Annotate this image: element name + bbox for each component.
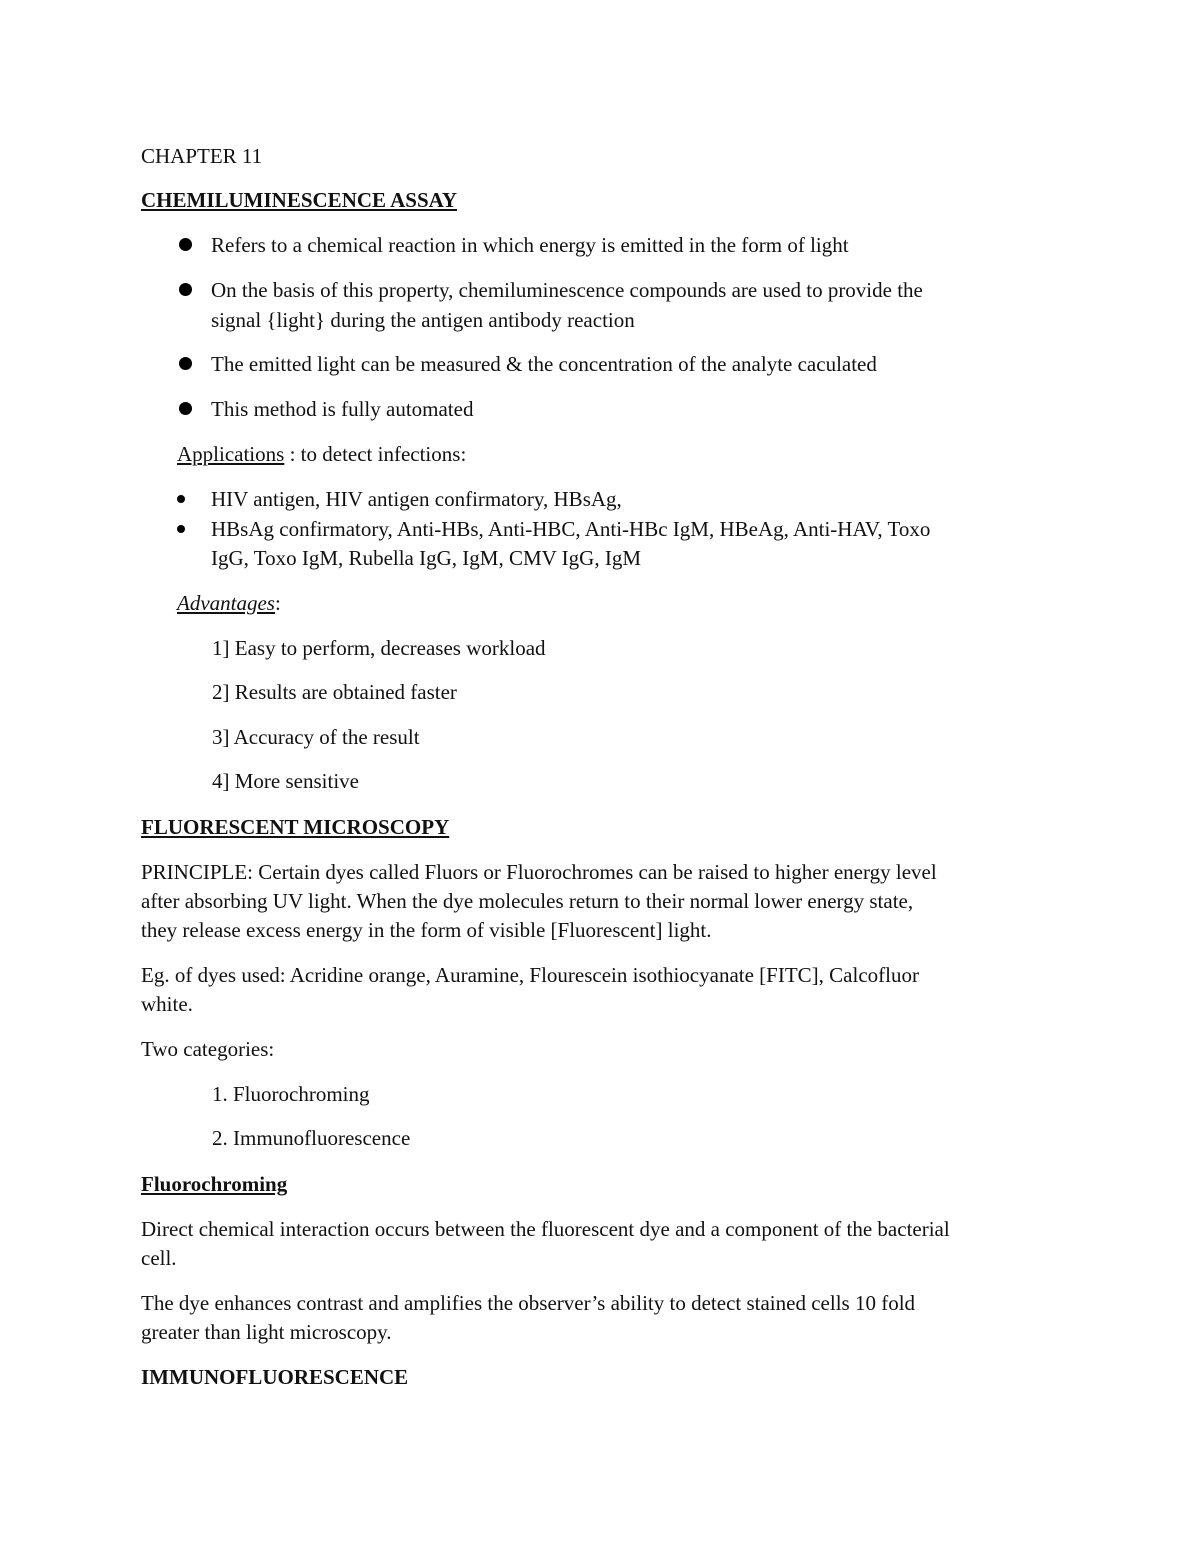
chemi-bullet-2: On the basis of this property, chemiluminescence compounds are used to provide the: [211, 278, 923, 302]
chemiluminescence-heading: CHEMILUMINESCENCE ASSAY: [141, 188, 458, 212]
fluorochroming-para1-line-2: cell.: [141, 1246, 177, 1270]
fluorescent-heading: FLUORESCENT MICROSCOPY: [141, 815, 450, 839]
bullet-dot: [179, 238, 192, 251]
bullet-dot: [179, 357, 192, 370]
chemi-bullet-2-continued: signal {light} during the antigen antibody reaction: [211, 308, 635, 332]
application-item-2: HBsAg confirmatory, Anti-HBs, Anti-HBC, Anti-HBc IgM, HBeAg, Anti-HAV, Toxo: [211, 517, 931, 541]
category-item-1: 1. Fluorochroming: [212, 1082, 370, 1106]
immunofluorescence-heading: IMMUNOFLUORESCENCE: [141, 1365, 409, 1389]
chemi-bullet-4: This method is fully automated: [211, 397, 474, 421]
advantages-colon: :: [274, 591, 281, 615]
bullet-dot: [179, 402, 192, 415]
fluorochroming-heading: Fluorochroming: [141, 1172, 288, 1196]
applications-description: : to detect infections:: [284, 442, 467, 466]
advantages-label: Advantages: [177, 591, 275, 615]
principle-line-2: after absorbing UV light. When the dye molecules return to their normal lower energy state,: [141, 889, 914, 913]
chapter-title: CHAPTER 11: [141, 144, 263, 168]
advantage-item-2: 2] Results are obtained faster: [212, 680, 457, 704]
principle-line-3: they release excess energy in the form of visible [Fluorescent] light.: [141, 918, 712, 942]
category-item-2: 2. Immunofluorescence: [212, 1126, 411, 1150]
fluorochroming-para2-line-2: greater than light microscopy.: [141, 1320, 392, 1344]
applications-line: [177, 440, 466, 469]
fluorochroming-para2-line-1: The dye enhances contrast and amplifies the observer’s ability to detect stained cells 10 fold: [141, 1291, 916, 1315]
bullet-dot: [179, 283, 192, 296]
fluorochroming-para1-line-1: Direct chemical interaction occurs between the fluorescent dye and a component of the bacterial: [141, 1217, 950, 1241]
chemi-bullet-1: Refers to a chemical reaction in which energy is emitted in the form of light: [211, 233, 849, 257]
bullet-dot: [177, 525, 185, 533]
advantage-item-1: 1] Easy to perform, decreases workload: [212, 636, 546, 660]
principle-line-1: PRINCIPLE: Certain dyes called Fluors or Fluorochromes can be raised to higher energy level: [141, 860, 937, 884]
dyes-line-2: white.: [141, 992, 193, 1016]
categories-label: Two categories:: [141, 1037, 275, 1061]
advantages-line: [177, 589, 281, 618]
advantage-item-4: 4] More sensitive: [212, 769, 359, 793]
applications-label: Applications: [177, 442, 285, 466]
application-item-2-continued: IgG, Toxo IgM, Rubella IgG, IgM, CMV IgG, IgM: [211, 546, 641, 570]
dyes-line-1: Eg. of dyes used: Acridine orange, Auramine, Flourescein isothiocyanate [FITC], Calcofluor: [141, 963, 919, 987]
advantage-item-3: 3] Accuracy of the result: [212, 725, 420, 749]
bullet-dot: [177, 495, 185, 503]
chemi-bullet-3: The emitted light can be measured & the concentration of the analyte caculated: [211, 352, 877, 376]
application-item-1: HIV antigen, HIV antigen confirmatory, HBsAg,: [211, 487, 622, 511]
